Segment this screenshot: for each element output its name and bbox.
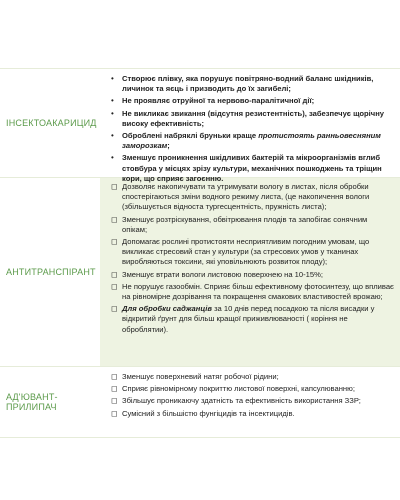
list-item: • Створює плівку, яка порушує повітряно-водний баланс шкідників, личинок та яєць і призводить до їх загибелі; bbox=[111, 74, 374, 94]
bullet-icon: • bbox=[111, 74, 114, 83]
list-item: • Не викликає звикання (відсутня резистентність), забезпечує щорічну високу ефективність; bbox=[111, 108, 385, 128]
bullet-icon: ◻ bbox=[111, 304, 118, 314]
list-item: ◻ Зменшує втрати вологи листовою поверхнею на 10-15%; bbox=[111, 269, 323, 279]
list-item: ◻ Зменшує поверхневий натяг робочої рідини; bbox=[111, 372, 279, 381]
list-item: • Не проявляє отруйної та нервово-паралітичної дії; bbox=[111, 96, 315, 106]
list-item: ◻ Не порушує газообмін. Сприяє більш ефективному фотосинтезу, що впливає на рівномірне дозрівання та покращення смакових властивостей врожаю; bbox=[111, 281, 394, 302]
bullet-icon: • bbox=[111, 108, 114, 118]
bullet-icon: ◻ bbox=[111, 396, 118, 406]
bullet-icon: ◻ bbox=[111, 182, 118, 191]
bullet-icon: ◻ bbox=[111, 281, 118, 291]
bullet-icon: ◻ bbox=[111, 384, 118, 394]
list-item: ◻ Дозволяє накопичувати та утримувати вологу в листах, після обробки спостерігаються зміни водного режиму листа, (це накопичення вологи (збільшується відноста тургесцентність, пружність листа); bbox=[111, 182, 370, 212]
bullet-icon: ◻ bbox=[111, 372, 118, 381]
list-item: ◻ Сумісний з більшістю фунгіцидів та інсектицидів. bbox=[111, 408, 295, 418]
properties-table bbox=[0, 68, 400, 438]
bullet-icon: ◻ bbox=[111, 237, 118, 247]
row-adjuvant bbox=[0, 367, 400, 438]
category-label: АНТИТРАНСПІРАНТ bbox=[6, 267, 96, 277]
list-item: • Оброблені набряклі бруньки краще протистоять ранньовесняним заморозкам; bbox=[111, 131, 381, 151]
list-item: ◻ Для обробки саджанців за 10 днів перед посадкою та після висадки у відкритий ґрунт для більш кращої приживлюваності ( коріння не оброблятии). bbox=[111, 304, 375, 334]
list-item: ◻ Збільшує проникаючу здатність та ефективність використання ЗЗР; bbox=[111, 396, 361, 406]
list-item: • Зменшує проникнення шкідливих бактерій та мікроорганізмів вглиб стовбура у місцях зрізу культури, механічних пошкоджень та тріщин кори, що сприяє загоєнню. bbox=[111, 153, 382, 183]
row-content bbox=[100, 69, 400, 183]
category-label: АД'ЮВАНТ-ПРИЛИПАЧ bbox=[6, 392, 58, 412]
row-antitranspirant bbox=[0, 178, 400, 367]
row-insectoacaricide bbox=[0, 68, 400, 183]
bullet-icon: • bbox=[111, 131, 114, 141]
list-item: ◻ Сприяє рівномірному покриттю листової поверхні, капсулюванню; bbox=[111, 384, 355, 394]
row-content bbox=[100, 367, 400, 437]
bullet-icon: ◻ bbox=[111, 214, 118, 224]
bullet-icon: • bbox=[111, 153, 114, 163]
list-item: ◻ Зменшує розтріскування, обвітрювання плодів та запобігає сонячним опікам; bbox=[111, 214, 368, 234]
bullet-icon: ◻ bbox=[111, 269, 118, 279]
row-content bbox=[100, 178, 400, 366]
list-item: ◻ Допомагає рослині протистояти несприятливим погодним умовам, що викликає стресовий стан у культури (за стресових умов у тканинах виробляються токсини, які уповільнюють розвиток плоду); bbox=[111, 237, 370, 267]
bullet-icon: • bbox=[111, 96, 114, 106]
bullet-icon: ◻ bbox=[111, 408, 118, 418]
category-label: ІНСЕКТОАКАРИЦИД bbox=[6, 118, 97, 128]
